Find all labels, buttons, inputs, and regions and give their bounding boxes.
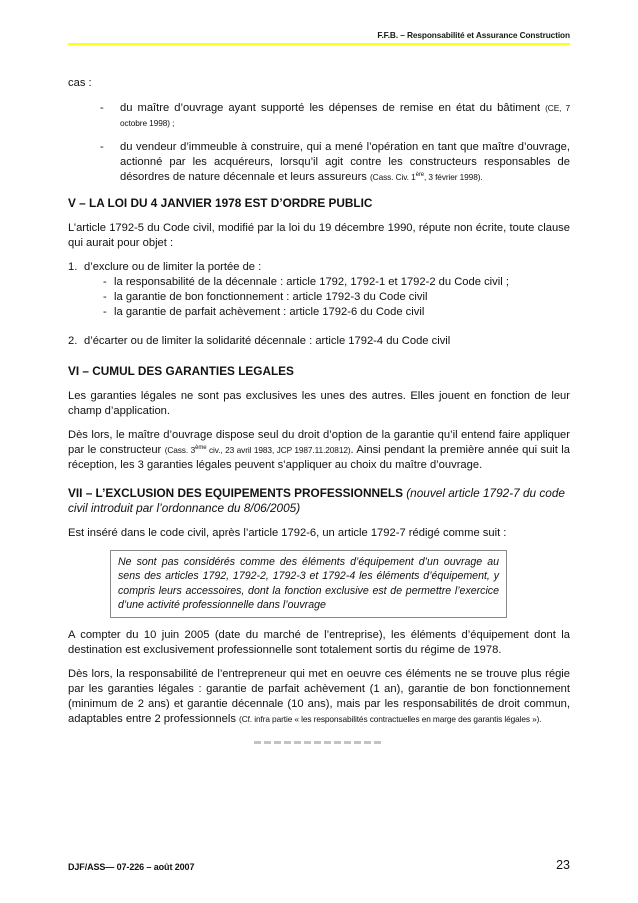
section-vi-paragraph-1: Les garanties légales ne sont pas exclusives les unes des autres. Elles jouent en fonction de leur champ d’application. xyxy=(68,389,570,417)
section-vii-intro: Est inséré dans le code civil, après l’article 1792-6, un article 1792-7 rédigé comme suit : xyxy=(68,527,507,540)
lead-text: cas : xyxy=(68,77,92,89)
section-vi-paragraph-2 xyxy=(68,428,570,473)
dash-marker: - xyxy=(103,275,107,288)
section-vii-paragraph-1: A compter du 10 juin 2005 (date du marché de l’entreprise), les éléments d’équipement dont la destination est exclusivement professionnelle sont totalement sortis du régime de 1978. xyxy=(68,629,570,657)
list-item xyxy=(84,305,570,320)
paragraph-text-a: Dès lors, le maître d’ouvrage dispose seul du droit d’option de la garantie qu’il entend faire appliquer par le constructeur xyxy=(68,428,570,456)
item-number: 1. xyxy=(68,260,78,273)
list-item xyxy=(68,140,570,185)
list-item-text: la responsabilité de la décennale : article 1792, 1792-1 et 1792-2 du Code civil ; xyxy=(114,275,509,288)
dash-marker: - xyxy=(100,102,104,114)
list-item-text: d’écarter ou de limiter la solidarité décennale : article 1792-4 du Code civil xyxy=(84,334,451,347)
article-quote-box xyxy=(110,550,507,618)
section-vii-paragraph-2 xyxy=(68,667,570,727)
citation-superscript: ème xyxy=(195,444,207,451)
section-v-numbered-list xyxy=(68,260,570,349)
citation-superscript: ère xyxy=(415,172,424,179)
citation xyxy=(370,172,483,182)
section-heading-vii xyxy=(68,486,570,518)
list-item xyxy=(68,101,570,131)
citation-post: civ., 23 avril 1983, JCP 1987.11.20812) xyxy=(206,444,351,455)
list-item-text: la garantie de parfait achèvement : article 1792-6 du Code civil xyxy=(114,305,425,318)
page-header xyxy=(68,30,570,45)
footer-page-number: 23 xyxy=(556,858,570,872)
dash-marker: - xyxy=(103,290,107,303)
list-item-text: du maître d’ouvrage ayant supporté les dépenses de remise en état du bâtiment xyxy=(120,102,546,114)
dash-marker: - xyxy=(103,305,107,318)
section-v-sub-list xyxy=(84,275,570,320)
section-separator xyxy=(254,741,384,744)
section-heading-vi: VI – CUMUL DES GARANTIES LEGALES xyxy=(68,363,294,378)
citation: (Cf. infra partie « les responsabilités contractuelles en marge des garantis légales »). xyxy=(239,714,542,725)
section-heading-vii-italic: (nouvel article 1792-7 du code civil introduit par l’ordonnance du 8/06/2005) xyxy=(68,485,565,516)
citation: (CE, 7 octobre 1998) ; xyxy=(120,103,570,128)
document-body xyxy=(68,76,570,744)
section-heading-v: V – LA LOI DU 4 JANVIER 1978 EST D’ORDRE PUBLIC xyxy=(68,196,373,210)
list-item xyxy=(84,290,570,305)
intro-bullet-list xyxy=(68,101,570,185)
paragraph-text-b: . Ainsi pendant la première année qui suit la réception, les 3 garanties légales peuvent s’appliquer au choix du maître d’ouvrage. xyxy=(68,443,571,471)
paragraph-text: Dès lors, la responsabilité de l’entrepreneur qui met en oeuvre ces éléments ne se trouve plus régie par les garanties légales : garantie de parfait achèvement (1 an), garantie de bon fonctionnement (minimum de 2 ans) et garantie décennale (10 ans), mais par les responsabilités de droit commun, adaptables entre 2 professionnels xyxy=(68,668,570,726)
list-item xyxy=(68,260,570,320)
item-number: 2. xyxy=(68,334,78,347)
header-title: F.F.B. – Responsabilité et Assurance Construction xyxy=(377,30,570,40)
list-item xyxy=(84,275,570,290)
page-footer xyxy=(68,858,570,872)
citation-pre: (Cass. 3 xyxy=(164,444,196,455)
list-item xyxy=(68,334,570,349)
footer-reference: DJF/ASS— 07-226 – août 2007 xyxy=(68,862,195,872)
article-quote-text: Ne sont pas considérés comme des éléments d’équipement d’un ouvrage au sens des articles 1792, 1792-2, 1792-3 et 1792-4 les éléments d’équipement, y compris leurs accessoires, dont la fonction exclusive est de permettre l’exercice d’une activité professionnelle dans l’ouvrage xyxy=(118,556,499,612)
citation-pre: (Cass. Civ. 1 xyxy=(370,172,416,182)
header-yellow-rule xyxy=(68,43,570,45)
citation xyxy=(165,445,351,455)
list-item-text: d’exclure ou de limiter la portée de : xyxy=(84,260,262,273)
list-item-text: du vendeur d’immeuble à construire, qui a mené l’opération en tant que maître d’ouvrage, actionné par les acquéreurs, lorsqu’il agit contre les constructeurs responsables de désordres de nature décennale et leurs assureurs xyxy=(120,141,570,183)
section-v-paragraph: L’article 1792-5 du Code civil, modifié par la loi du 19 décembre 1990, répute non écrite, toute clause qui aurait pour objet : xyxy=(68,221,570,249)
section-heading-vii-bold: VII – L’EXCLUSION DES EQUIPEMENTS PROFESSIONNELS xyxy=(68,485,407,500)
dash-marker: - xyxy=(100,141,104,153)
list-item-text: la garantie de bon fonctionnement : article 1792-3 du Code civil xyxy=(114,290,428,303)
citation-post: , 3 février 1998). xyxy=(423,172,483,182)
